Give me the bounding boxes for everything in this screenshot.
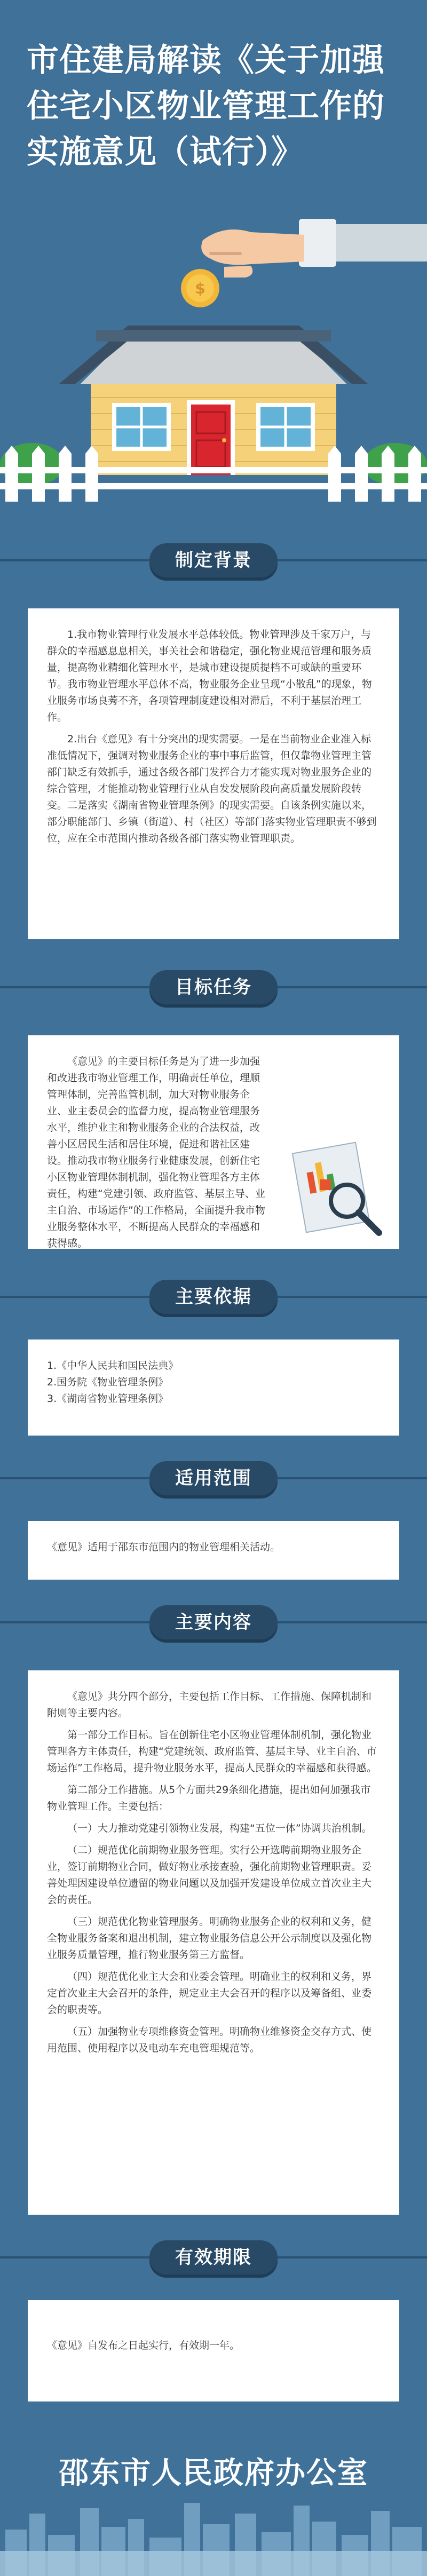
list-item: 1.《中华人民共和国民法典》 xyxy=(47,1360,179,1372)
page-title: 市住建局解读《关于加强住宅小区物业管理工作的实施意见（试行）》 xyxy=(27,42,385,171)
section-header-scope xyxy=(0,1452,427,1505)
paragraph: 《意见》适用于邵东市范围内的物业管理相关活动。 xyxy=(47,1541,281,1553)
section-header-goals xyxy=(0,961,427,1014)
basis-panel xyxy=(28,1339,399,1436)
paragraph: 第二部分工作措施。从5个方面共29条细化措施，提出如何加强我市物业管理工作。主要包括： xyxy=(47,1784,371,1812)
background-panel xyxy=(28,608,399,939)
section-heading: 主要内容 xyxy=(175,1612,252,1633)
window-left xyxy=(112,403,171,451)
paragraph: 1.我市物业管理行业发展水平总体较低。物业管理涉及千家万户，与群众的幸福感息息相关，事关社会和谐稳定，强化物业规范管理和服务质量，提高物业精细化管理水平，是城市建设提质提档不可或缺的重要环节。我市物业管理水平总体不高，物业服务企业呈现“小散乱”的现象，物业服务市场良莠不齐，各项管理制度建设相对滞后，不利于基层治理工作。 xyxy=(47,629,372,723)
paragraph: 《意见》自发布之日起实行，有效期一年。 xyxy=(47,2340,240,2351)
issuer-name: 邵东市人民政府办公室 xyxy=(59,2456,368,2491)
scope-panel xyxy=(28,1521,399,1580)
paragraph: （一）大力推动党建引领物业发展，构建“五位一体”协调共治机制。 xyxy=(67,1822,372,1834)
paragraph: （五）加强物业专项维修资金管理。明确物业维修资金交存方式、使用范围、使用程序以及电动车充电管理规范等。 xyxy=(47,2026,372,2054)
list-item: 3.《湖南省物业管理条例》 xyxy=(47,1393,169,1405)
section-heading: 有效期限 xyxy=(175,2247,252,2268)
section-header-validity xyxy=(0,2231,427,2284)
paragraph: 第一部分工作目标。旨在创新住宅小区物业管理体制机制，强化物业管理各方主体责任，构建“党建统领、政府监管、基层主导、业主自治、市场运作”工作格局，提升物业服务水平，提高人民群众的幸福感和获得感。 xyxy=(47,1729,377,1774)
svg-text:$: $ xyxy=(195,280,205,297)
paragraph: 《意见》的主要目标任务是为了进一步加强和改进我市物业管理工作，明确责任单位，理顺管理体制，完善监管机制，加大对物业服务企业、业主委员会的监督力度，提高物业管理服务水平，维护业主和物业服务企业的合法权益，改善小区居民生活和居住环境，促进和谐社区建设。推动我市物业服务行业健康发展，创新住宅小区物业管理体制机制，强化物业管理各方主体责任，构建“党建引领、政府监管、基层主导、业主自治、市场运作”的工作格局，全面提升我市物业服务整体水平，不断提高人民群众的幸福感和获得感。 xyxy=(47,1056,265,1249)
list-item: 2.国务院《物业管理条例》 xyxy=(47,1376,169,1388)
report-chart-icon xyxy=(288,1137,390,1238)
window-right xyxy=(256,403,315,451)
section-header-basis xyxy=(0,1270,427,1323)
section-heading: 主要依据 xyxy=(175,1286,252,1307)
coin-icon xyxy=(181,269,219,307)
section-heading: 目标任务 xyxy=(175,977,252,998)
city-skyline-illustration xyxy=(0,2498,427,2576)
content-panel xyxy=(28,1670,399,2215)
door-icon xyxy=(187,400,235,475)
paragraph: 2.出台《意见》有十分突出的现实需要。一是在当前物业企业准入标准低情况下，强调对物业服务企业的事中事后监管，但仅靠物业管理主管部门缺乏有效抓手，通过各级各部门发挥合力才能实现对物业服务企业的综合管理，才能推动物业管理行业从自发发展阶段向高质量发展阶段转变。二是落实《湖南省物业管理条例》的现实需要。自该条例实施以来，部分职能部门、乡镇（街道）、村（社区）等部门落实物业管理职责不够到位，应在全市范围内推动各级各部门落实物业管理职责。 xyxy=(47,733,377,844)
paragraph: （四）规范优化业主大会和业委会管理。明确业主的权利和义务，界定首次业主大会召开的条件，规定业主大会召开的程序以及筹备组、业委会的职责等。 xyxy=(47,1971,372,2016)
validity-panel xyxy=(28,2300,399,2401)
section-heading: 制定背景 xyxy=(175,550,252,571)
section-header-content xyxy=(0,1596,427,1649)
paragraph: 《意见》共分四个部分，主要包括工作目标、工作措施、保障机制和附则等主要内容。 xyxy=(47,1691,372,1719)
house-roof xyxy=(59,326,368,384)
section-header-background xyxy=(0,534,427,587)
section-heading: 适用范围 xyxy=(175,1468,252,1489)
paragraph: （二）规范优化前期物业服务管理。实行公开选聘前期物业服务企业，签订前期物业合同，做好物业承接查验，强化前期物业管理职责。妥善处理因建设单位遗留的物业问题以及加强开发建设单位成立首次业主大会的责任。 xyxy=(47,1844,372,1906)
hand-icon xyxy=(201,219,427,278)
house-coin-illustration xyxy=(0,203,427,502)
paragraph: （三）规范优化物业管理服务。明确物业服务企业的权利和义务，健全物业服务备案和退出机制，建立物业服务信息公开公示制度以及强化物业服务质量管理，推行物业服务第三方监督。 xyxy=(47,1916,372,1961)
